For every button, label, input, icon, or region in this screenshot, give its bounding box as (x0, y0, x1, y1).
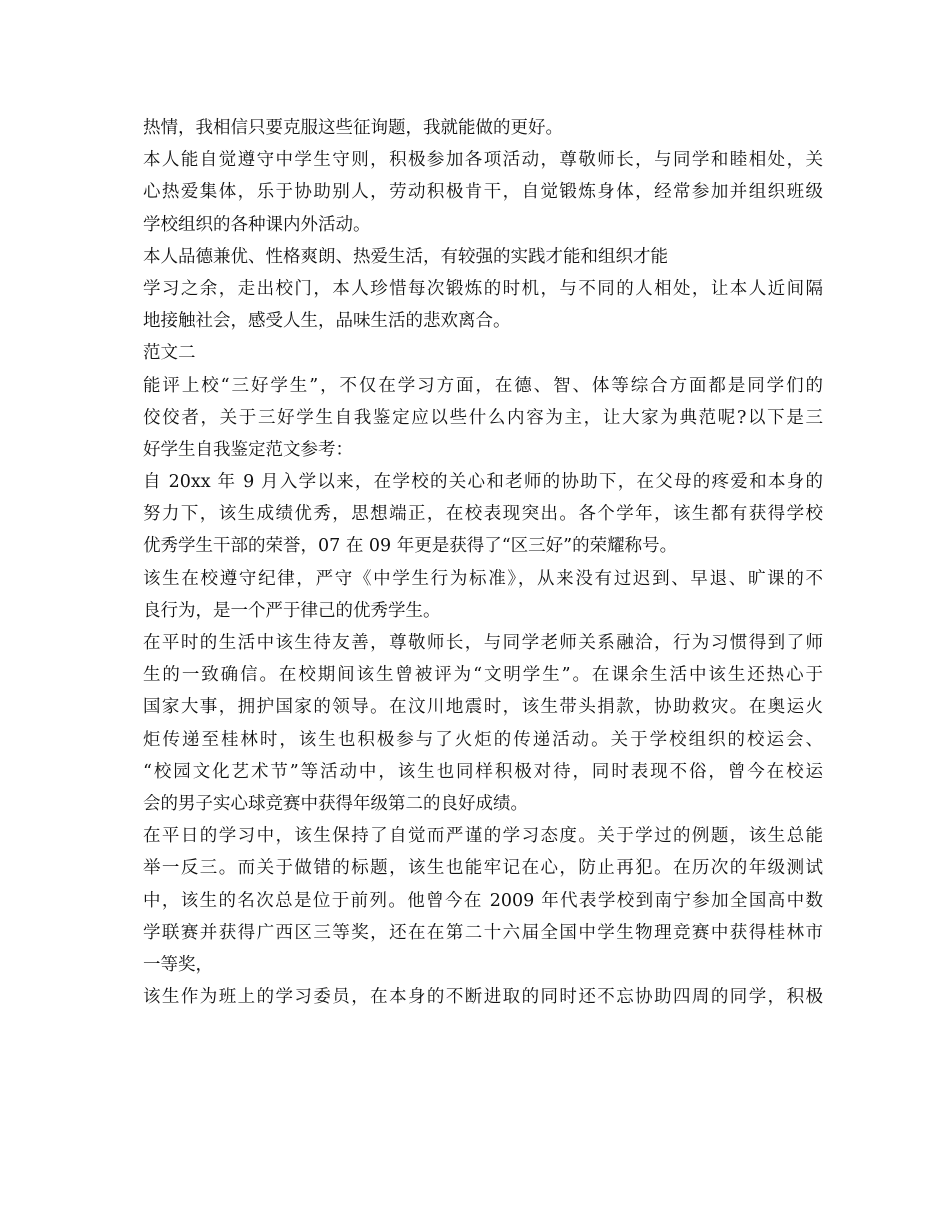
text-line: 努力下，该生成绩优秀，思想端正，在校表现突出。各个学年，该生都有获得学校 (143, 504, 823, 525)
text-line: 该生作为班上的学习委员，在本身的不断进取的同时还不忘协助四周的同学，积极 (143, 987, 823, 1008)
text-line: 学联赛并获得广西区三等奖，还在在第二十六届全国中学生物理竞赛中获得桂林市 (143, 922, 823, 943)
text-line: 佼佼者，关于三好学生自我鉴定应以些什么内容为主，让大家为典范呢?以下是三 (143, 407, 823, 428)
text-line: 好学生自我鉴定范文参考： (143, 439, 353, 460)
text-line: 中，该生的名次总是位于前列。他曾今在 2009 年代表学校到南宁参加全国高中数 (143, 890, 823, 911)
text-line: 优秀学生干部的荣誉，07 在 09 年更是获得了“区三好”的荣耀称号。 (143, 536, 678, 557)
text-line: “校园文化艺术节”等活动中，该生也同样积极对待，同时表现不俗，曾今在校运 (143, 761, 823, 782)
text-line: 良行为，是一个严于律己的优秀学生。 (143, 600, 441, 621)
text-line: 会的男子实心球竞赛中获得年级第二的良好成绩。 (143, 793, 528, 814)
text-line: 国家大事，拥护国家的领导。在汶川地震时，该生带头捐款，协助救灾。在奥运火 (143, 697, 823, 718)
text-line: 该生在校遵守纪律，严守《中学生行为标准》，从来没有过迟到、早退、旷课的不 (143, 568, 823, 589)
text-line: 在平时的生活中该生待友善，尊敬师长，与同学老师关系融洽，行为习惯得到了师 (143, 633, 823, 653)
text-line: 学习之余，走出校门，本人珍惜每次锻炼的时机，与不同的人相处，让本人近间隔 (143, 278, 823, 299)
text-line: 举一反三。而关于做错的标题，该生也能牢记在心，防止再犯。在历次的年级测试 (143, 858, 823, 879)
section-heading: 范文二 (143, 343, 196, 364)
text-line: 能评上校“三好学生”，不仅在学习方面，在德、智、体等综合方面都是同学们的 (143, 375, 823, 396)
text-line: 地接触社会，感受人生，品味生活的悲欢离合。 (143, 311, 511, 332)
text-line: 心热爱集体，乐于协助别人，劳动积极肯干，自觉锻炼身体，经常参加并组织班级 (143, 182, 823, 203)
text-line: 生的一致确信。在校期间该生曾被评为“文明学生”。在课余生活中该生还热心于 (143, 665, 823, 686)
text-line: 炬传递至桂林时，该生也积极参与了火炬的传递活动。关于学校组织的校运会、 (143, 729, 823, 750)
text-line: 自 20xx 年 9 月入学以来，在学校的关心和老师的协助下，在父母的疼爱和本身的 (143, 472, 823, 493)
text-line: 本人品德兼优、性格爽朗、热爱生活，有较强的实践才能和组织才能 (143, 246, 668, 267)
text-line: 一等奖， (143, 954, 213, 975)
text-line: 本人能自觉遵守中学生守则，积极参加各项活动，尊敬师长，与同学和睦相处，关 (143, 150, 823, 171)
text-line: 在平日的学习中，该生保持了自觉而严谨的学习态度。关于学过的例题，该生总能 (143, 826, 823, 847)
text-line: 学校组织的各种课内外活动。 (143, 214, 371, 235)
text-line: 热情，我相信只要克服这些征询题，我就能做的更好。 (143, 118, 563, 138)
document-page (143, 112, 823, 1013)
